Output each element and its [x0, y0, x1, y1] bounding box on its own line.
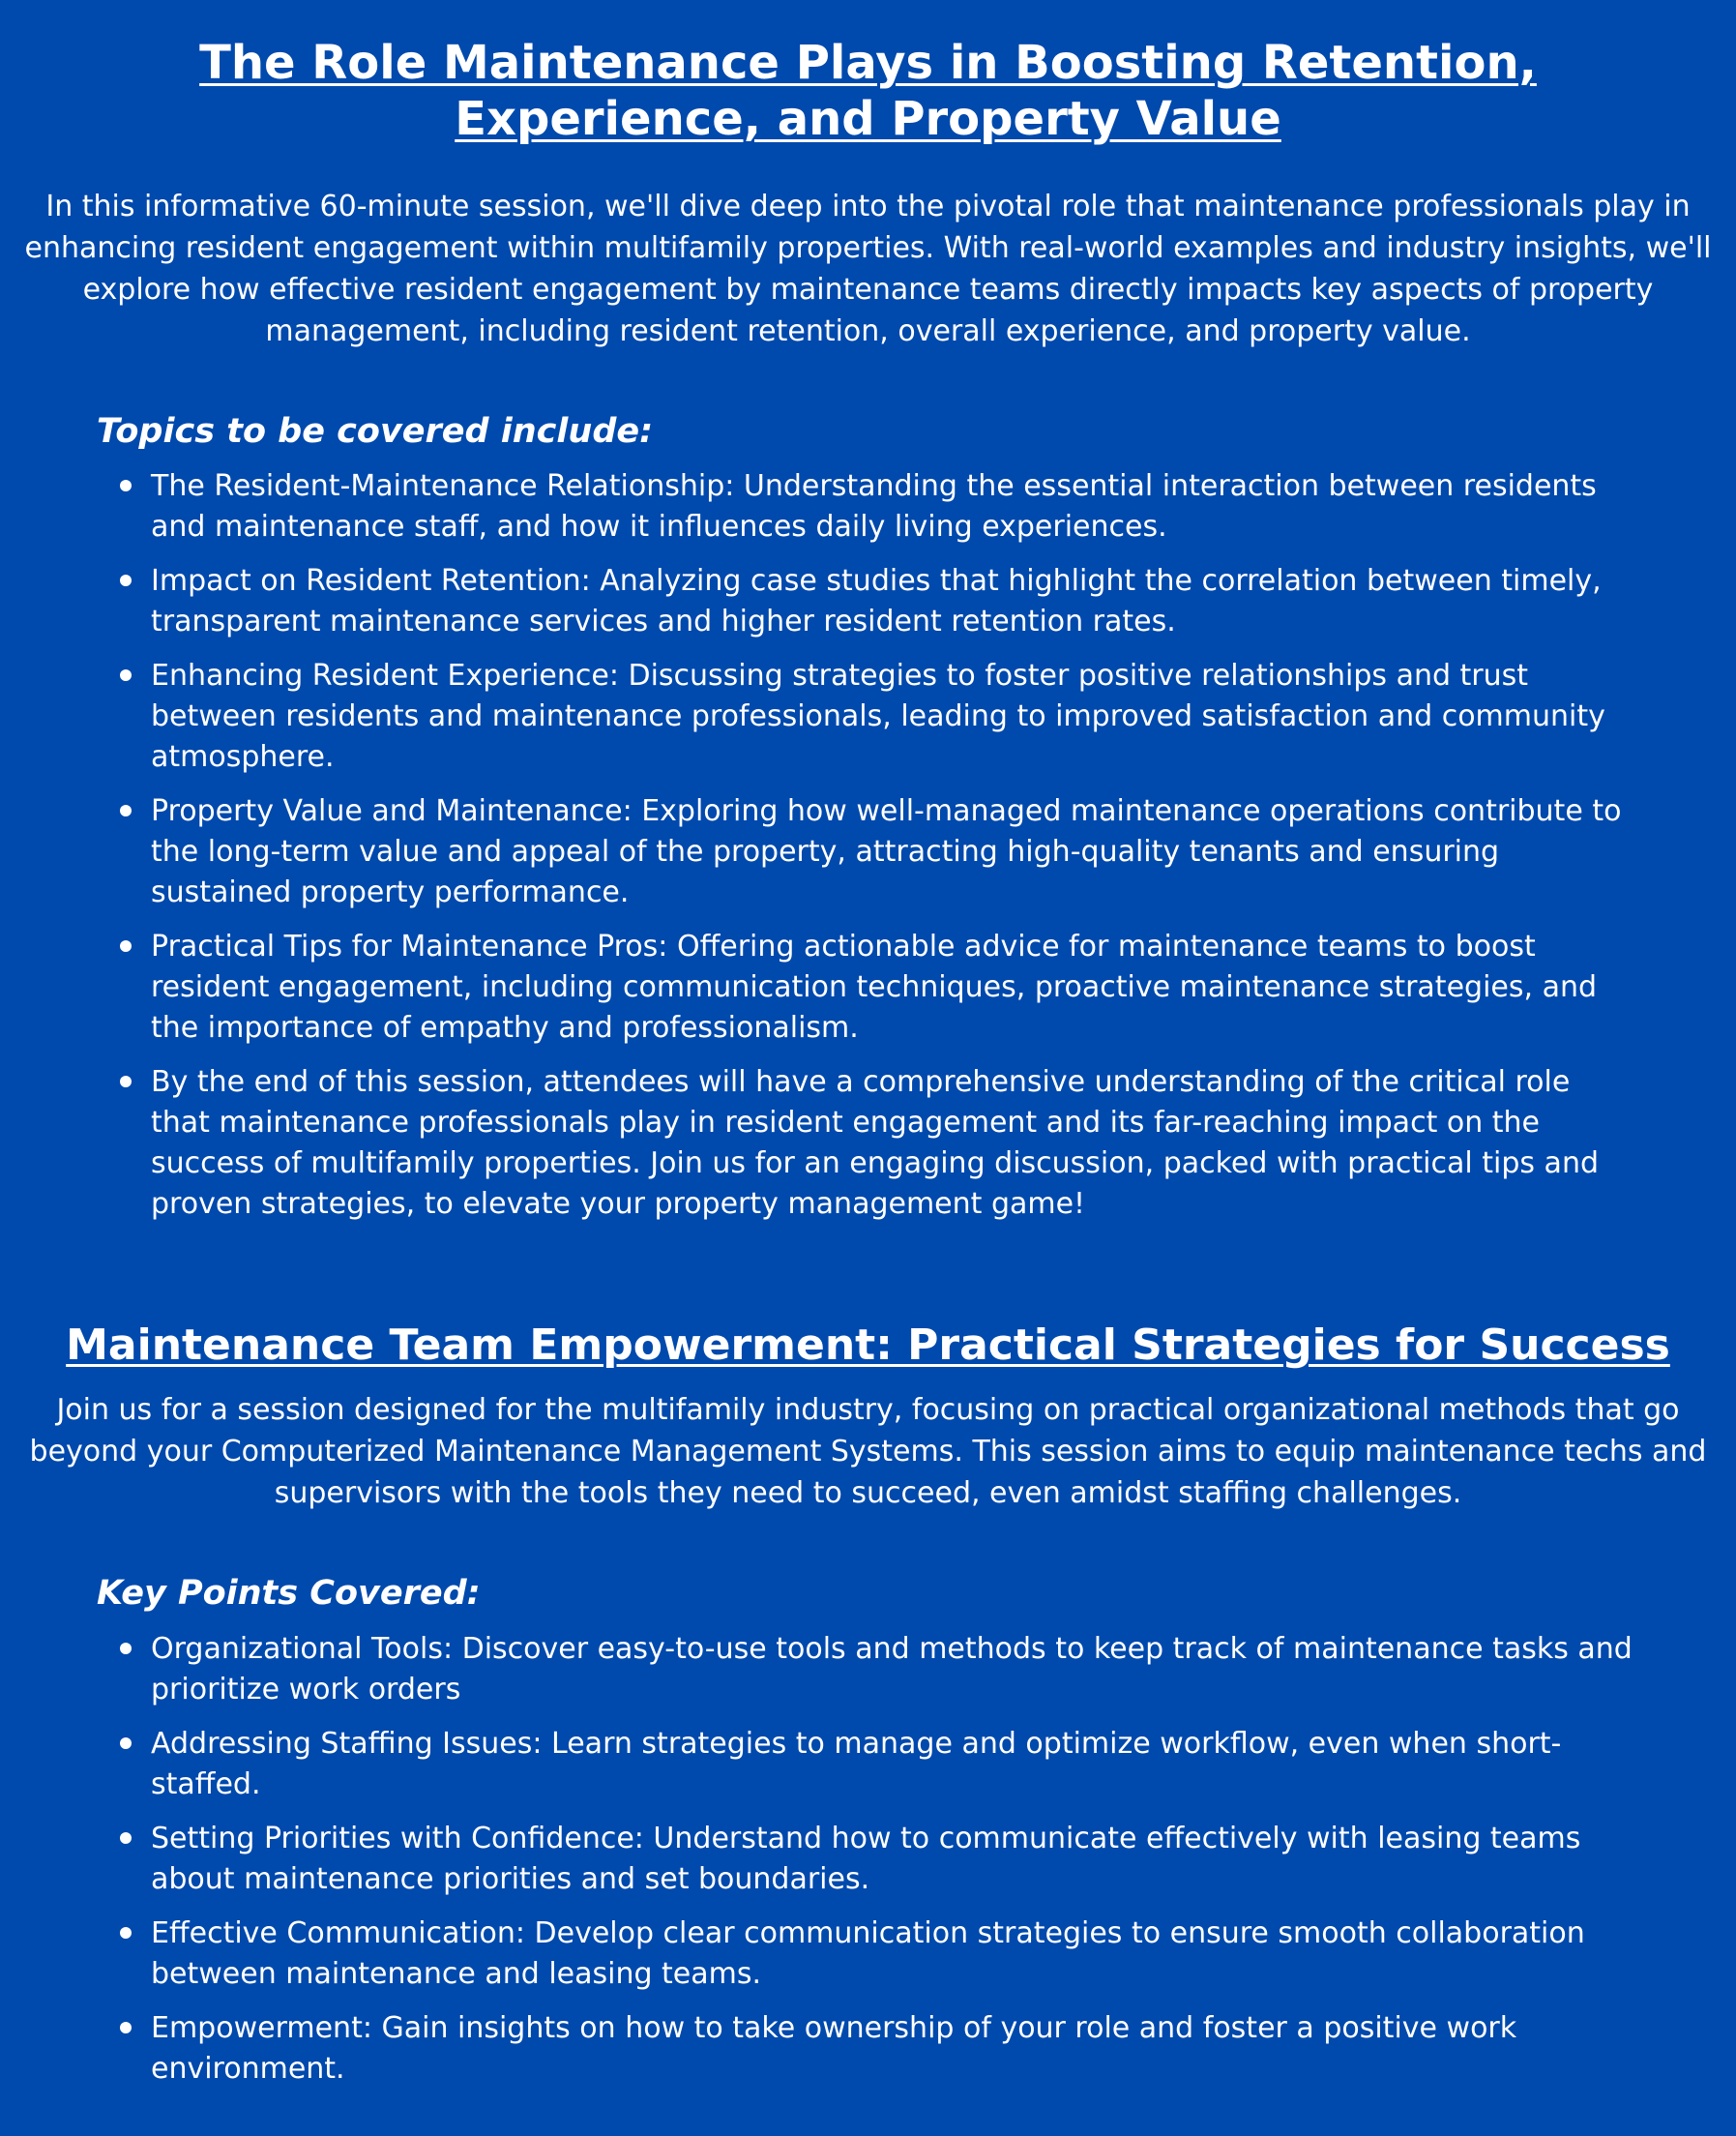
bullet-icon — [120, 1643, 132, 1654]
key-point-item — [116, 1629, 1634, 1710]
section1-title: The Role Maintenance Plays in Boosting Retention, Experience, and Property Value — [199, 36, 1537, 146]
topic-text: Enhancing Resident Experience: Discussing strategies to foster positive relationships and trust between residents and maintenance professionals, leading to improved satisfaction and community atmosphere. — [151, 659, 1605, 774]
key-point-text: Addressing Staffing Issues: Learn strategies to manage and optimize workflow, even when short-staffed. — [151, 1727, 1562, 1801]
bullet-icon — [120, 575, 132, 586]
topic-item — [116, 1062, 1634, 1225]
bullet-icon — [120, 1927, 132, 1939]
section2-title: Maintenance Team Empowerment: Practical Strategies for Success — [66, 1320, 1670, 1370]
bullet-icon — [120, 805, 132, 816]
key-point-text: Setting Priorities with Confidence: Understand how to communicate effectively with leasing teams about maintenance priorities and set boundaries. — [151, 1822, 1581, 1896]
key-point-item — [116, 2008, 1634, 2090]
topic-item — [116, 561, 1634, 642]
topic-item — [116, 927, 1634, 1049]
section2-intro: Join us for a session designed for the multifamily industry, focusing on practical organizational methods that go beyond your Computerized Maintenance Management Systems. This session aims to equip maintenance techs and supervisors with the tools they need to succeed, even amidst staffing challenges. — [29, 1393, 1707, 1510]
topic-text: The Resident-Maintenance Relationship: Understanding the essential interaction between residents and maintenance staff, and how it influences daily living experiences. — [151, 469, 1597, 544]
key-points-label: Key Points Covered: — [97, 1574, 481, 1613]
bullet-icon — [120, 2022, 132, 2033]
topic-text: By the end of this session, attendees will have a comprehensive understanding of the critical role that maintenance professionals play in resident engagement and its far-reaching impact on the success of multifamily properties. Join us for an engaging discussion, packed with practical tips and proven strategies, to elevate your property management game! — [151, 1065, 1599, 1221]
key-point-text: Organizational Tools: Discover easy-to-use tools and methods to keep track of maintenance tasks and prioritize work orders — [151, 1632, 1633, 1706]
topics-list — [116, 466, 1634, 1238]
bullet-icon — [120, 1076, 132, 1087]
topics-label: Topics to be covered include: — [97, 412, 654, 451]
bullet-icon — [120, 480, 132, 491]
key-points-list — [116, 1629, 1634, 2103]
topic-text: Impact on Resident Retention: Analyzing case studies that highlight the correlation between timely, transparent maintenance services and higher resident retention rates. — [151, 564, 1602, 638]
key-point-item — [116, 1819, 1634, 1900]
key-point-text: Effective Communication: Develop clear communication strategies to ensure smooth collaboration between maintenance and leasing teams. — [151, 1916, 1585, 1991]
topic-item — [116, 791, 1634, 913]
topic-item — [116, 466, 1634, 548]
topic-text: Property Value and Maintenance: Exploring how well-managed maintenance operations contribute to the long-term value and appeal of the property, attracting high-quality tenants and ensuring sustained property performance. — [151, 794, 1622, 909]
bullet-icon — [120, 1832, 132, 1844]
key-point-item — [116, 1914, 1634, 1995]
key-point-item — [116, 1724, 1634, 1805]
topic-item — [116, 656, 1634, 778]
section1-intro: In this informative 60-minute session, we'll dive deep into the pivotal role that maintenance professionals play in enhancing resident engagement within multifamily properties. With real-world examples and industry insights, we'll explore how effective resident engagement by maintenance teams directly impacts key aspects of property management, including resident retention, overall experience, and property value. — [24, 190, 1712, 348]
bullet-icon — [120, 940, 132, 952]
bullet-icon — [120, 1737, 132, 1749]
topic-text: Practical Tips for Maintenance Pros: Offering actionable advice for maintenance teams to boost resident engagement, including communication techniques, proactive maintenance strategies, and the importance of empathy and professionalism. — [151, 930, 1598, 1045]
key-point-text: Empowerment: Gain insights on how to take ownership of your role and foster a positive work environment. — [151, 2011, 1517, 2086]
bullet-icon — [120, 669, 132, 681]
